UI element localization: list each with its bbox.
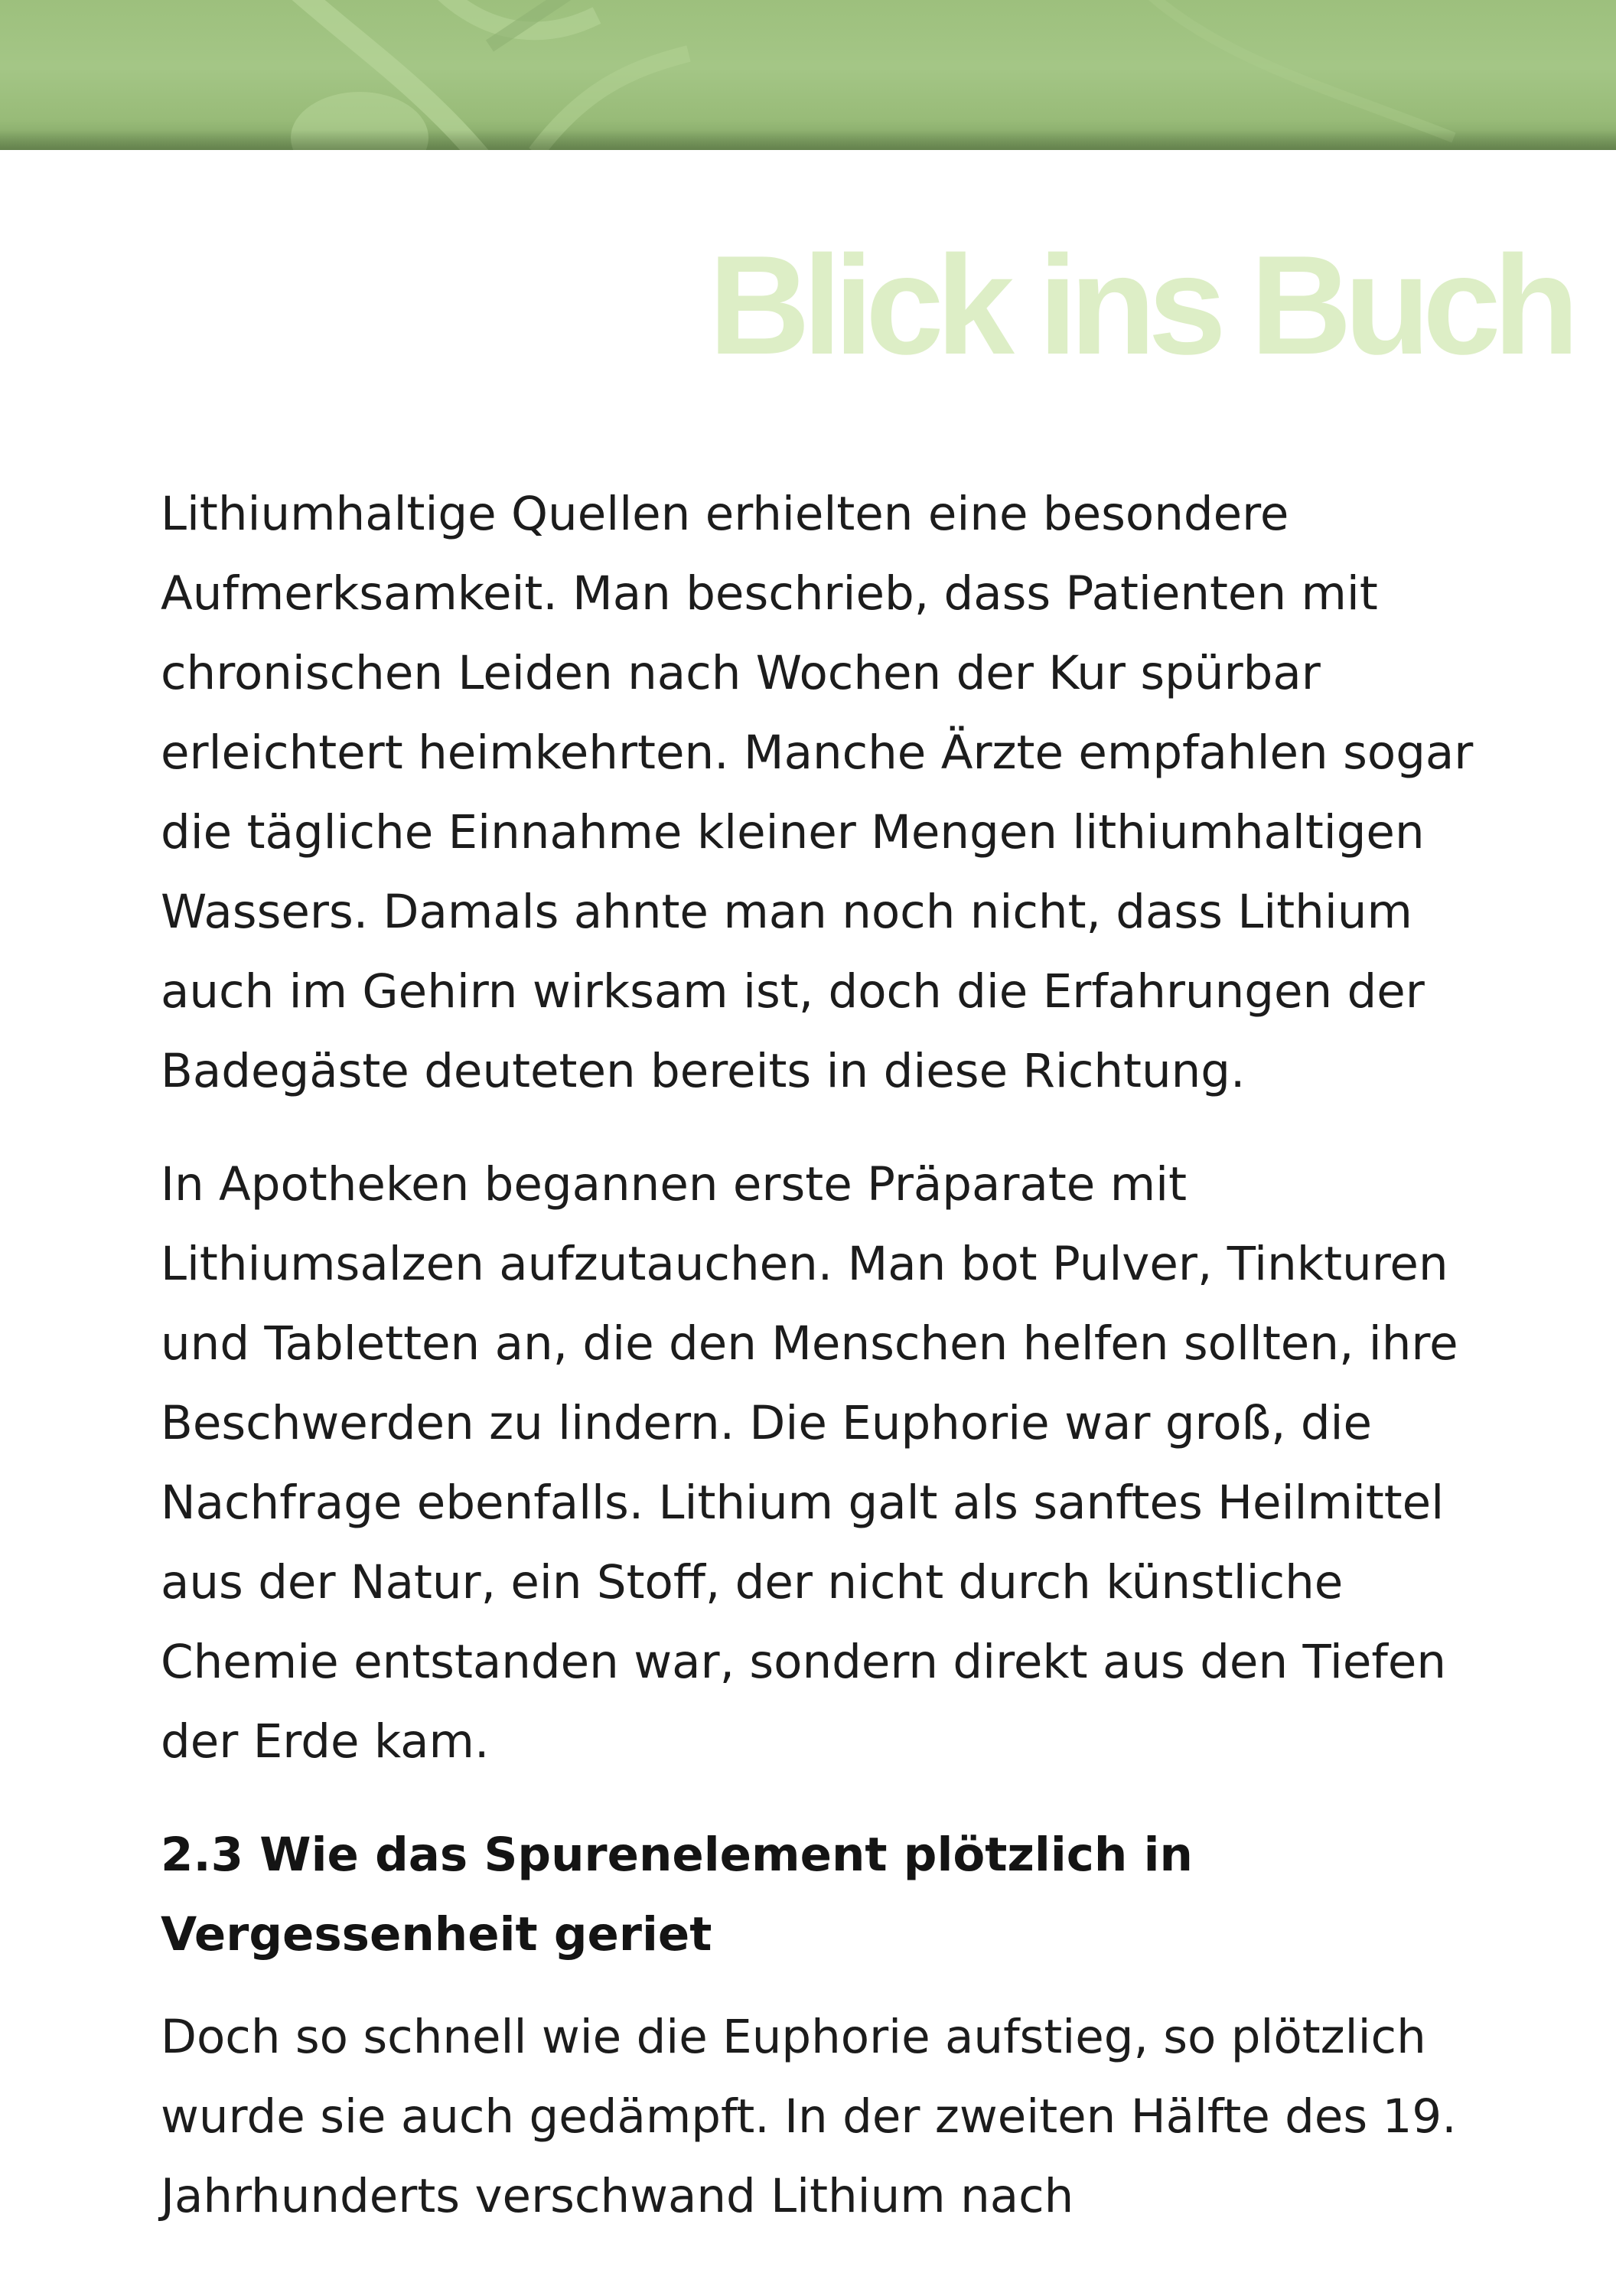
- banner-shadow: [0, 130, 1616, 150]
- section-title: Blick ins Buch: [709, 226, 1572, 383]
- header-banner: [0, 0, 1616, 150]
- paragraph: In Apotheken begannen erste Präparate mit Lithiumsalzen aufzutauchen. Man bot Pulver, Tinkturen und Tabletten an, die den Menschen helfen sollten, ihre Beschwerden zu lindern. Die Euphorie war groß, die Nachfrage ebenfalls. Lithium galt als sanftes Heilmittel aus der Natur, ein Stoff, der nicht durch künstliche Chemie entstanden war, sondern direkt aus den Tiefen der Erde kam.: [161, 1157, 1458, 1769]
- chapter-subheading: 2.3 Wie das Spurenelement plötzlich in Vergessenheit geriet: [161, 1828, 1193, 1962]
- book-excerpt: [161, 475, 1515, 2270]
- paragraph: Lithiumhaltige Quellen erhielten eine besondere Aufmerksamkeit. Man beschrieb, dass Patienten mit chronischen Leiden nach Wochen der Kur spürbar erleichtert heimkehrten. Manche Ärzte empfahlen sogar die tägliche Einnahme kleiner Mengen lithiumhaltigen Wassers. Damals ahnte man noch nicht, dass Lithium auch im Gehirn wirksam ist, doch die Erfahrungen der Badegäste deuteten bereits in diese Richtung.: [161, 487, 1474, 1098]
- banner-pattern: [0, 0, 1616, 150]
- paragraph-continuation: Doch so schnell wie die Euphorie aufstieg, so plötzlich wurde sie auch gedämpft. In der zweiten Hälfte des 19. Jahrhunderts verschwand Lithium nach: [161, 2010, 1457, 2223]
